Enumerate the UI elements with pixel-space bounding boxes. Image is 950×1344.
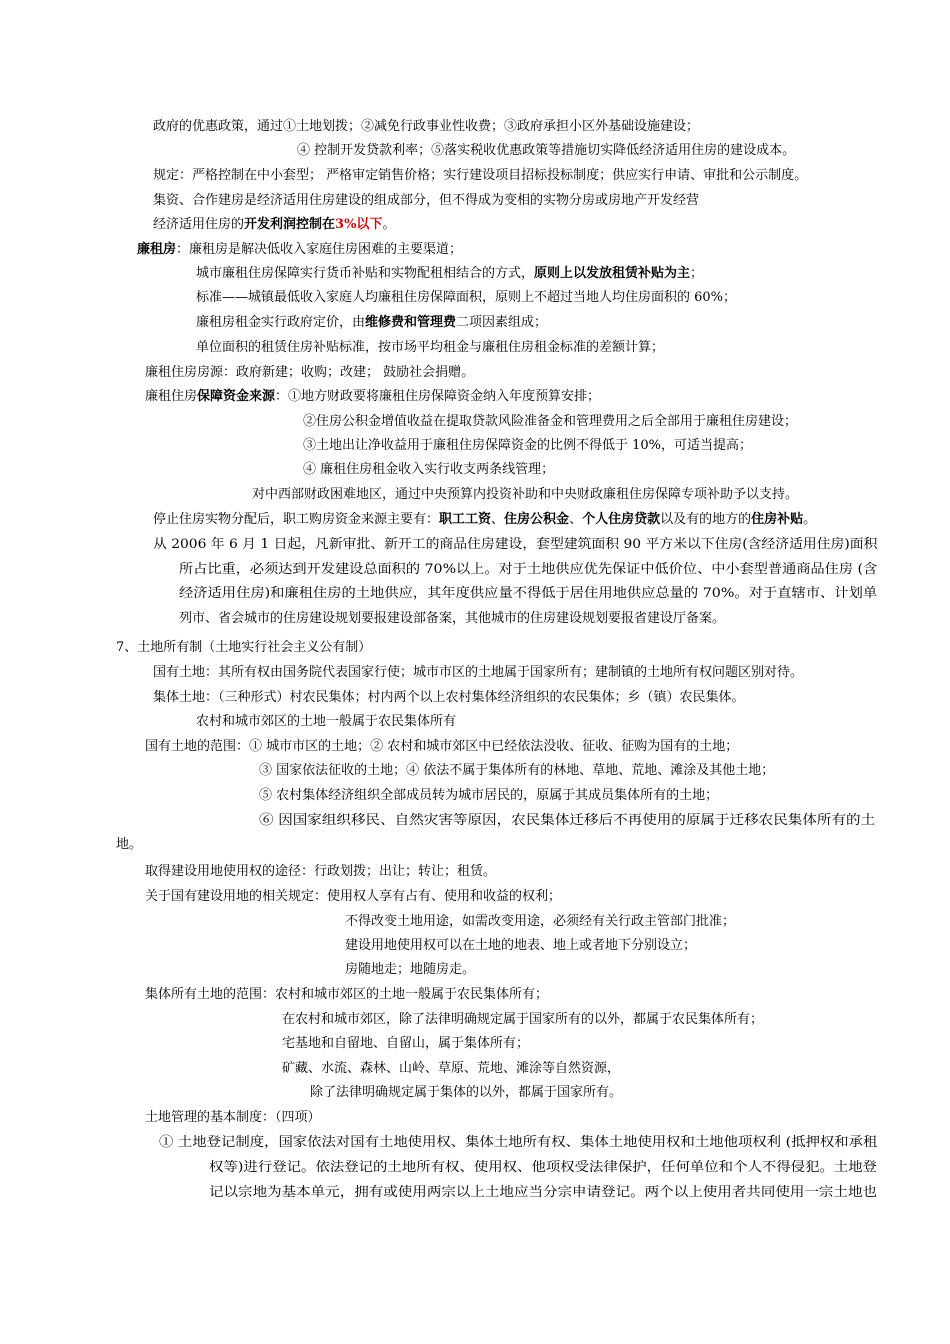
text-span: 房随地走；地随房走。 (345, 962, 476, 977)
text-line (196, 339, 664, 357)
text-line (116, 836, 142, 854)
bold-text: 住房公积金 (504, 512, 570, 527)
text-span: 不得改变土地用途，如需改变用途，必须经有关行政主管部门批准； (345, 914, 736, 929)
text-line (282, 1011, 763, 1029)
text-line (153, 536, 877, 554)
text-span: 规定：严格控制在中小套型； 严格审定销售价格；实行建设项目招标投标制度；供应实行申请、审批和公示制度。 (153, 168, 808, 183)
text-span: ③ 国家依法征收的土地；④ 依法不属于集体所有的林地、草地、荒地、滩涂及其他土地； (259, 763, 775, 778)
text-span: 从 2006 年 6 月 1 日起，凡新审批、新开工的商品住房建设，套型建筑面积 90 平方米以下住房(含经济适用住房)面积 (153, 537, 878, 552)
text-line (282, 1060, 620, 1078)
bold-text: 开发利润控制在 (244, 217, 336, 232)
text-span: ：廉租房是解决低收入家庭住房困难的主要渠道； (176, 242, 463, 257)
text-span: 在农村和城市郊区，除了法律明确规定属于国家所有的以外，都属于农民集体所有； (282, 1012, 764, 1027)
text-line (259, 787, 718, 805)
text-span: ②住房公积金增值收益在提取贷款风险准备金和管理费用之后全部用于廉租住房建设； (303, 414, 798, 429)
text-line (145, 986, 548, 1004)
text-span: 地。 (116, 837, 143, 852)
text-line (196, 314, 547, 332)
text-line (153, 689, 745, 707)
text-span: 所占比重，必须达到开发建设总面积的 70%以上。对于土地供应优先保证中低价位、中小套型普通商品住房 (含 (179, 562, 878, 577)
text-span: ：①地方财政要将廉租住房保障资金纳入年度预算安排； (275, 389, 601, 404)
text-span: 农村和城市郊区的土地一般属于农民集体所有 (196, 714, 457, 729)
text-span: 城市廉租住房保障实行货币补贴和实物配租相结合的方式， (196, 266, 535, 281)
text-span: 廉租房租金实行政府定价，由 (196, 315, 366, 330)
text-line (303, 413, 797, 431)
text-span: 二项因素组成； (456, 315, 548, 330)
text-line (153, 118, 699, 136)
text-line (196, 713, 456, 731)
text-span: 标准——城镇最低收入家庭人均廉租住房保障面积，原则上不超过当地人均住房面积的 60%； (196, 290, 737, 305)
text-line (145, 364, 474, 382)
text-span: ④ 控制开发贷款利率；⑤落实税收优惠政策等措施切实降低经济适用住房的建设成本。 (297, 143, 796, 158)
text-line (179, 610, 725, 628)
text-line (297, 142, 795, 160)
text-span: 关于国有建设用地的相关规定：使用权人享有占有、使用和收益的权利； (145, 889, 562, 904)
text-span: 宅基地和自留地、自留山，属于集体所有； (282, 1036, 530, 1051)
text-line (145, 863, 496, 881)
text-line (345, 913, 735, 931)
text-line (145, 888, 561, 906)
text-line (159, 1134, 877, 1152)
text-span: 国有土地的范围：① 城市市区的土地；② 农村和城市郊区中已经依法没收、征收、征购为国有的土地； (145, 739, 739, 754)
bold-text: 职工工资 (439, 512, 492, 527)
text-span: 。 (382, 217, 396, 232)
text-span: 除了法律明确规定属于集体的以外，都属于国家所有。 (310, 1085, 623, 1100)
text-line (259, 762, 774, 780)
text-span: 矿藏、水流、森林、山岭、草原、荒地、滩涂等自然资源， (282, 1061, 621, 1076)
text-span: 。 (803, 512, 817, 527)
text-span: 土地管理的基本制度：（四项） (145, 1110, 321, 1125)
text-line (282, 1035, 529, 1053)
text-span: ① 土地登记制度，国家依法对国有土地使用权、集体土地所有权、集体土地使用权和土地他项权利 (抵押权和承租 (159, 1135, 878, 1150)
text-line (252, 486, 798, 504)
bold-text: 廉租房 (137, 242, 177, 257)
text-line (153, 216, 395, 234)
text-line (303, 461, 554, 479)
text-span: 以及有的地方的 (660, 512, 752, 527)
text-line (145, 1109, 321, 1127)
text-line (196, 265, 703, 283)
text-line (209, 1184, 877, 1202)
bold-text: 个人住房贷款 (582, 512, 661, 527)
text-span: 、 (491, 512, 505, 527)
text-span: 国有土地：其所有权由国务院代表国家行使；城市市区的土地属于国家所有；建制镇的土地所有权问题区别对待。 (153, 665, 804, 680)
text-span: 、 (569, 512, 583, 527)
text-span: 廉租住房房源：政府新建；收购；改建； 鼓励社会捐赠。 (145, 365, 475, 380)
text-span: ③土地出让净收益用于廉租住房保障资金的比例不得低于 10%，可适当提高； (303, 438, 753, 453)
text-line (209, 1159, 877, 1177)
text-span: 政府的优惠政策，通过①土地划拨；②减免行政事业性收费；③政府承担小区外基础设施建设； (153, 119, 700, 134)
text-span: 廉租住房 (145, 389, 198, 404)
text-line (259, 812, 875, 830)
text-span: 停止住房实物分配后，职工购房资金来源主要有： (153, 512, 440, 527)
text-span: 记以宗地为基本单元，拥有或使用两宗以上土地应当分宗申请登记。两个以上使用者共同使用一宗土地也 (209, 1185, 878, 1200)
text-line (303, 437, 752, 455)
bold-text: 原则上以发放租赁补贴为主 (534, 266, 691, 281)
text-span: 经济适用住房)和廉租住房的土地供应，其年度供应量不得低于居住用地供应总量的 70%。对于直辖市、计划单 (179, 586, 878, 601)
text-span: 集资、合作建房是经济适用住房建设的组成部分，但不得成为变相的实物分房或房地产开发经营 (153, 193, 700, 208)
text-span: 7、土地所有制（土地实行社会主义公有制） (116, 640, 372, 655)
text-line (179, 561, 877, 579)
bold-text: 维修费和管理费 (365, 315, 457, 330)
text-line (153, 167, 807, 185)
text-line (153, 192, 699, 210)
text-line (196, 289, 736, 307)
text-line (345, 937, 696, 955)
bold-text: 住房补贴 (751, 512, 804, 527)
text-span: ④ 廉租住房租金收入实行收支两条线管理； (303, 462, 555, 477)
text-span: 对中西部财政困难地区，通过中央预算内投资补助和中央财政廉租住房保障专项补助予以支持。 (252, 487, 799, 502)
text-span: 集体土地：（三种形式）村农民集体；村内两个以上农村集体经济组织的农民集体；乡（镇）农民集体。 (153, 690, 745, 705)
text-span: 列市、省会城市的住房建设规划要报建设部备案，其他城市的住房建设规划要报省建设厅备案。 (179, 611, 726, 626)
text-span: 经济适用住房的 (153, 217, 245, 232)
text-line (137, 241, 462, 259)
text-span: ⑤ 农村集体经济组织全部成员转为城市居民的，原属于其成员集体所有的土地； (259, 788, 719, 803)
text-line (153, 664, 803, 682)
bold-text: 保障资金来源 (197, 389, 276, 404)
text-span: ； (690, 266, 704, 281)
text-line (145, 388, 600, 406)
text-span: 权等)进行登记。依法登记的土地所有权、使用权、他项权受法律保护，任何单位和个人不得侵犯。土地登 (209, 1160, 878, 1175)
text-span: 集体所有土地的范围：农村和城市郊区的土地一般属于农民集体所有； (145, 987, 549, 1002)
text-span: 取得建设用地使用权的途径：行政划拨；出让；转让；租赁。 (145, 864, 497, 879)
text-span: 单位面积的租赁住房补贴标准，按市场平均租金与廉租住房租金标准的差额计算； (196, 340, 665, 355)
text-line (345, 961, 475, 979)
text-line (145, 738, 738, 756)
text-line (153, 511, 816, 529)
text-span: 建设用地使用权可以在土地的地表、地上或者地下分别设立； (345, 938, 697, 953)
highlight-text: 3%以下 (335, 217, 383, 232)
text-line (310, 1084, 622, 1102)
text-line (116, 639, 371, 657)
text-line (179, 585, 877, 603)
text-span: ⑥ 因国家组织移民、自然灾害等原因，农民集体迁移后不再使用的原属于迁移农民集体所有的土 (259, 813, 876, 828)
